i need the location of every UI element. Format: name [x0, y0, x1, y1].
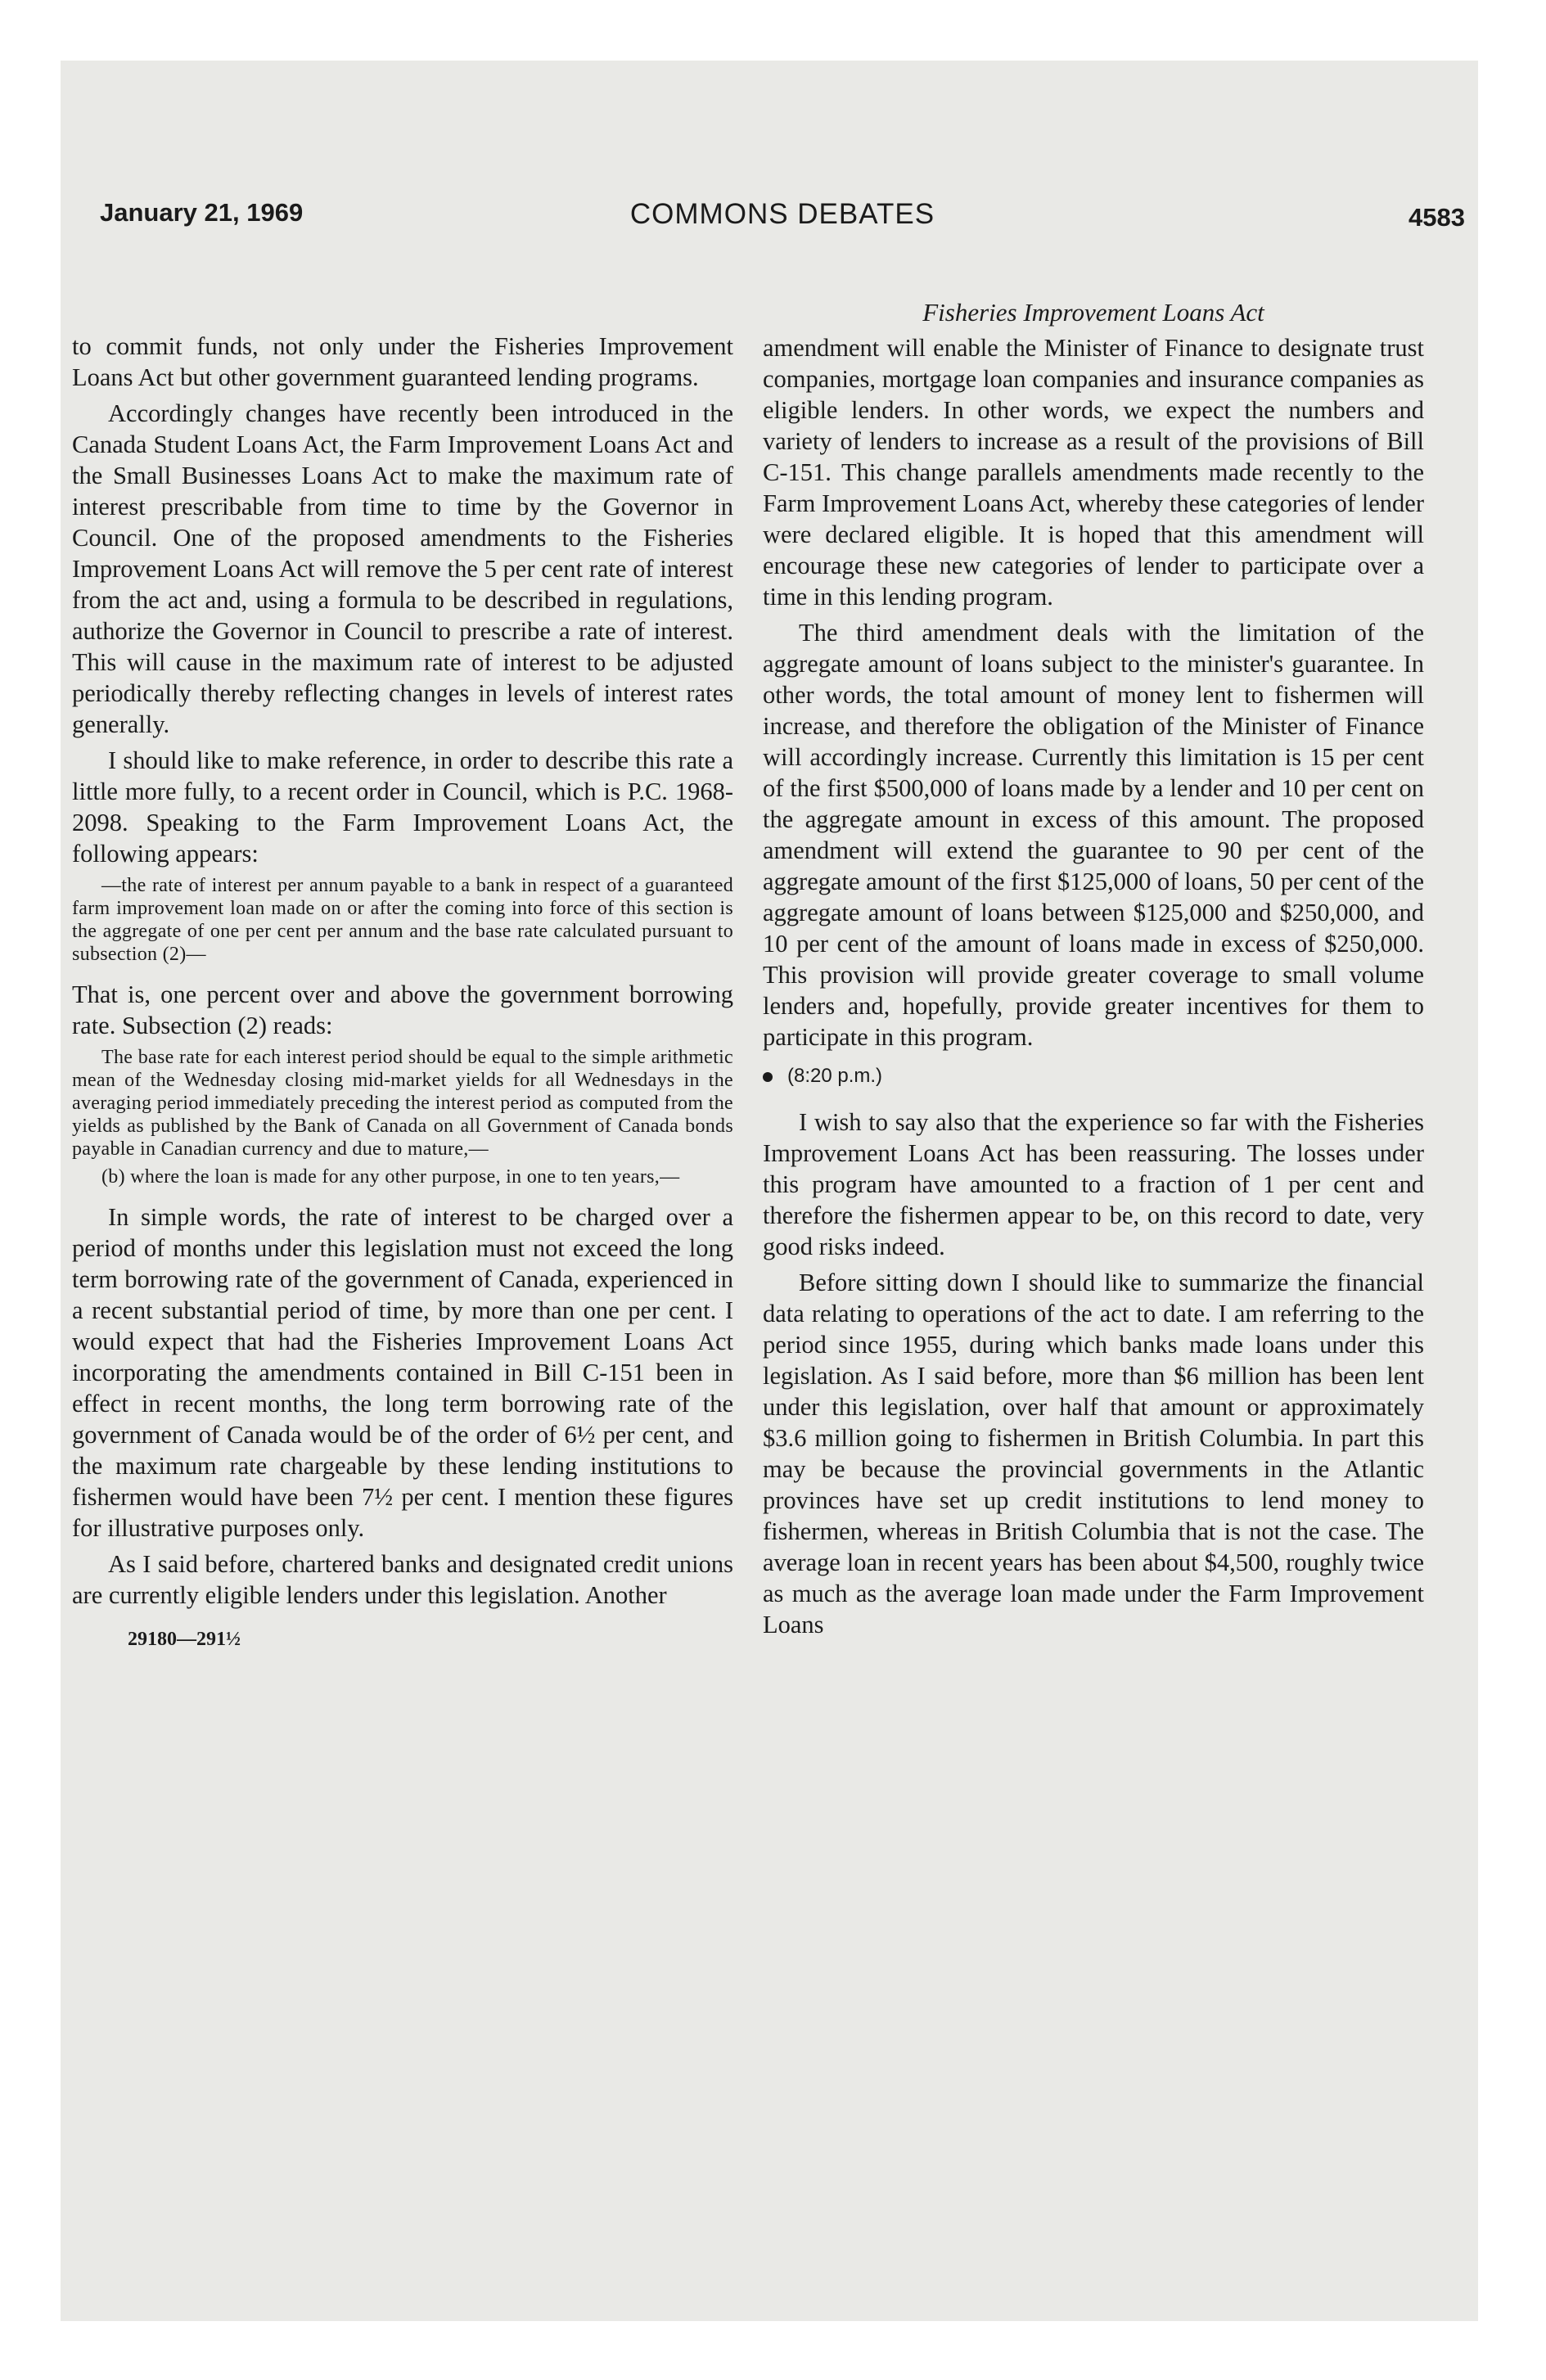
paragraph: amendment will enable the Minister of Finance to designate trust companies, mortgage loan companies and insurance companies as eligible lenders. In other words, we expect the numbers and variety of lenders to increase as a result of the provisions of Bill C-151. This change parallels amendments made recently to the Farm Improvement Loans Act, whereby these categories of lender were declared eligible. It is hoped that this amendment will encourage these new categories of lender to participate over a time in this lending program.: [763, 334, 1424, 611]
left-column: [72, 331, 733, 1655]
paragraph: I wish to say also that the experience so far with the Fisheries Improvement Loans Act has been reassuring. The losses under this program have amounted to a fraction of 1 per cent and therefore the fishermen appear to be, on this record to date, very good risks indeed.: [763, 1108, 1424, 1260]
paragraph: The third amendment deals with the limitation of the aggregate amount of loans subject to the minister's guarantee. In other words, the total amount of money lent to fishermen will increase, and therefore the obligation of the Minister of Finance will accordingly increase. Currently this limitation is 15 per cent of the first $500,000 of loans made by a lender and 10 per cent on the aggregate amount in excess of this amount. The proposed amendment will extend the guarantee to 90 per cent of the aggregate amount of the first $125,000 of loans, 50 per cent of the aggregate amount of loans between $125,000 and $250,000, and 10 per cent of the amount of loans made in excess of $250,000. This provision will provide greater coverage to small volume lenders and, hopefully, provide greater incentives for them to participate in this program.: [763, 619, 1425, 1051]
bullet-icon: [763, 1072, 773, 1082]
header-title: COMMONS DEBATES: [629, 198, 935, 230]
block-quote: (b) where the loan is made for any other purpose, in one to ten years,—: [101, 1166, 680, 1188]
time-stamp: [763, 1062, 1424, 1090]
time-stamp-text: (8:20 p.m.): [787, 1065, 883, 1087]
paragraph: In simple words, the rate of interest to be charged over a period of months under this legislation must not exceed the long term borrowing rate of the government of Canada, experienced in a recent substantial period of time, by more than one per cent. I would expect that had the Fisheries Improvement Loans Act incorporating the amendments contained in Bill C-151 been in effect in recent months, the long term borrowing rate of the government of Canada would be of the order of 6½ per cent, and the maximum rate chargeable by these lending institutions to fishermen would have been 7½ per cent. I mention these figures for illustrative purposes only.: [72, 1203, 733, 1542]
paragraph: Before sitting down I should like to summarize the financial data relating to operations of the act to date. I am referring to the period since 1955, during which banks made loans under this legislation. As I said before, more than $6 million has been lent under this legislation, over half that amount or approximately $3.6 million going to fishermen in British Columbia. In part this may be because the provincial governments in the Atlantic provinces have set up credit institutions to lend money to fishermen, whereas in British Columbia that is not the case. The average loan in recent years has been about $4,500, roughly twice as much as the average loan made under the Farm Improvement Loans: [763, 1269, 1424, 1639]
footer-reference: 29180—291½: [128, 1629, 241, 1650]
paragraph: I should like to make reference, in order to describe this rate a little more fully, to a recent order in Council, which is P.C. 1968-2098. Speaking to the Farm Improvement Loans Act, the following appears:: [72, 746, 733, 868]
block-quote: —the rate of interest per annum payable to a bank in respect of a guaranteed farm improvement loan made on or after the coming into force of this section is the aggregate of one per cent per annum and the base rate calculated pursuant to subsection (2)—: [72, 875, 733, 965]
block-quote: The base rate for each interest period should be equal to the simple arithmetic mean of the Wednesday closing mid-market yields for all Wednesdays in the averaging period immediately preceding the interest period as computed from the yields as published by the Bank of Canada on all Government of Canada bonds payable in Canadian currency and due to mature,—: [72, 1047, 733, 1160]
page-header: [100, 198, 1465, 237]
paragraph: As I said before, chartered banks and designated credit unions are currently eligible lenders under this legislation. Another: [72, 1550, 733, 1609]
running-head: Fisheries Improvement Loans Act: [922, 298, 1264, 327]
paragraph: That is, one percent over and above the government borrowing rate. Subsection (2) reads:: [72, 980, 733, 1039]
header-date: January 21, 1969: [100, 198, 304, 227]
paragraph: to commit funds, not only under the Fisheries Improvement Loans Act but other government guaranteed lending programs.: [72, 332, 733, 391]
paragraph: Accordingly changes have recently been introduced in the Canada Student Loans Act, the Farm Improvement Loans Act and the Small Businesses Loans Act to make the maximum rate of interest prescribable from time to time by the Governor in Council. One of the proposed amendments to the Fisheries Improvement Loans Act will remove the 5 per cent rate of interest from the act and, using a formula to be described in regulations, authorize the Governor in Council to prescribe a rate of interest. This will cause in the maximum rate of interest to be adjusted periodically thereby reflecting changes in levels of interest rates generally.: [72, 399, 733, 738]
page-number: 4583: [1409, 203, 1465, 232]
right-column: [763, 296, 1424, 1645]
document-page: [61, 61, 1478, 2321]
